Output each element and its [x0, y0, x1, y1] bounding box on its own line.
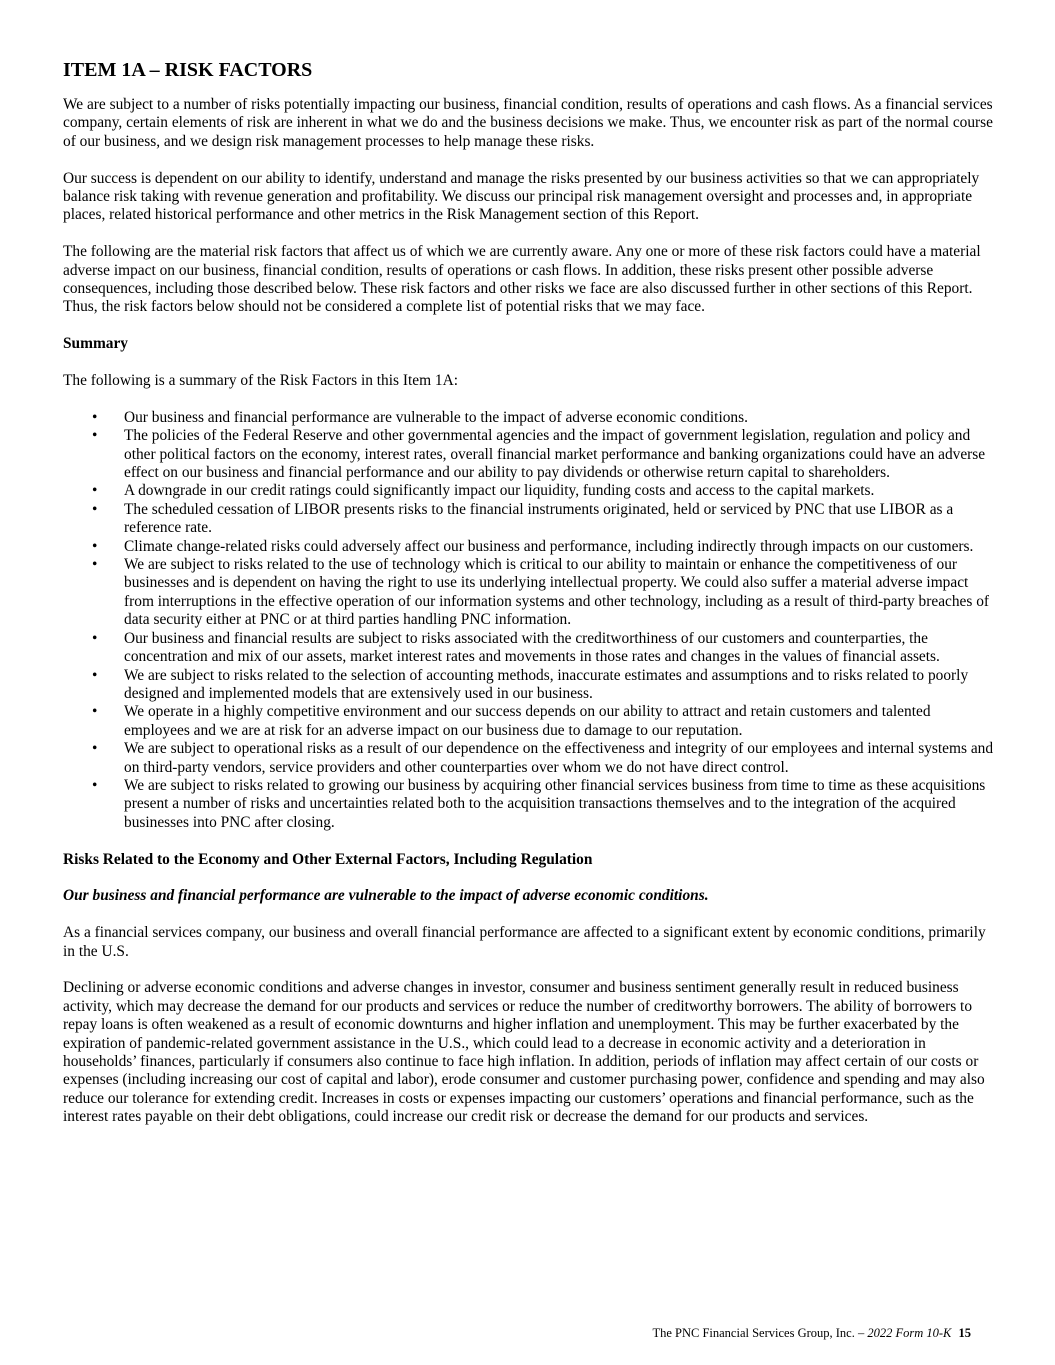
summary-lead: The following is a summary of the Risk Factors in this Item 1A: [63, 372, 458, 390]
bullet-marker: • [92, 482, 98, 500]
summary-bullet-item [63, 427, 995, 482]
intro-paragraph: We are subject to a number of risks potentially impacting our business, financial condition, results of operations and cash flows. As a financial services company, certain elements of risk are inherent in what we do and the business decisions we make. Thus, we encounter risk as part of the normal course of our business, and we design risk management processes to help manage these risks. [63, 96, 993, 150]
summary-bullet-item [63, 740, 995, 777]
bullet-marker: • [92, 666, 98, 684]
summary-heading: Summary [63, 335, 128, 353]
bullet-text: The scheduled cessation of LIBOR presents risks to the financial instruments originated, held or serviced by PNC that use LIBOR as a reference rate. [124, 500, 954, 537]
bullet-text: We are subject to risks related to the use of technology which is critical to our ability to maintain or enhance the competitiveness of our businesses and is dependent on having the right to use its underlying intellectual property. We could also suffer a material adverse impact from interruptions in the effective operation of our information systems and other technology, including as a result of third-party breaches of data security either at PNC or at third parties handling PNC information. [124, 556, 990, 629]
page-footer [652, 1325, 971, 1341]
bullet-marker: • [92, 500, 98, 518]
risk-factor-title: Our business and financial performance are vulnerable to the impact of adverse economic conditions. [63, 887, 709, 905]
page-heading: ITEM 1A – RISK FACTORS [63, 59, 313, 81]
bullet-text: Our business and financial results are subject to risks associated with the creditworthiness of our customers and counterparties, the concentration and mix of our assets, market interest rates and movements in those rates and changes in the values of financial assets. [124, 629, 940, 666]
bullet-marker: • [92, 556, 98, 574]
summary-bullet-item [63, 501, 995, 538]
summary-bullet-item [63, 482, 995, 500]
summary-bullet-item [63, 703, 995, 740]
bullet-marker: • [92, 629, 98, 647]
page-number: 15 [958, 1326, 971, 1340]
bullet-text: We operate in a highly competitive environment and our success depends on our ability to attract and retain customers and talented employees and we are at risk for an adverse impact on our business due to damage to our reputation. [124, 703, 931, 739]
document-page [63, 58, 995, 1145]
bullet-marker: • [92, 776, 98, 794]
summary-bullet-item [63, 630, 995, 667]
intro-paragraph: The following are the material risk factors that affect us of which we are currently aware. Any one or more of these risk factors could have a material adverse impact on our business, financial condition, results of operations or cash flows. In addition, these risks present other possible adverse consequences, including those described below. These risk factors and other risks we face are also discussed further in other sections of this Report. Thus, the risk factors below should not be considered a complete list of potential risks that we may face. [63, 243, 981, 316]
bullet-text: Climate change-related risks could adversely affect our business and performance, including indirectly through impacts on our customers. [124, 537, 974, 555]
summary-bullet-item [63, 556, 995, 630]
footer-company: The PNC Financial Services Group, Inc. – [652, 1326, 865, 1340]
bullet-text: Our business and financial performance are vulnerable to the impact of adverse economic conditions. [124, 408, 748, 426]
bullet-text: The policies of the Federal Reserve and other governmental agencies and the impact of government legislation, regulation and policy and other political factors on the economy, interest rates, overall financial market performance and banking organizations could have an adverse effect on our business and financial performance and our ability to pay dividends or otherwise return capital to shareholders. [124, 427, 986, 482]
bullet-marker: • [92, 408, 98, 426]
bullet-text: We are subject to risks related to the selection of accounting methods, inaccurate estimates and assumptions and to risks related to poorly designed and implemented models that are extensively used in our business. [124, 666, 969, 702]
summary-bullet-item [63, 409, 995, 427]
bullet-marker: • [92, 537, 98, 555]
bullet-marker: • [92, 703, 98, 721]
section-paragraph: As a financial services company, our business and overall financial performance are affected to a significant extent by economic conditions, primarily in the U.S. [63, 924, 986, 960]
bullet-marker: • [92, 740, 98, 758]
summary-bullet-item [63, 777, 995, 832]
intro-paragraph: Our success is dependent on our ability to identify, understand and manage the risks presented by our business activities so that we can appropriately balance risk taking with revenue generation and profitability. We discuss our principal risk management oversight and processes and, in appropriate places, related historical performance and other metrics in the Risk Management section of this Report. [63, 169, 980, 224]
bullet-text: A downgrade in our credit ratings could significantly impact our liquidity, funding costs and access to the capital markets. [124, 482, 875, 500]
summary-bullet-item [63, 538, 995, 556]
bullet-text: We are subject to operational risks as a result of our dependence on the effectiveness and integrity of our employees and internal systems and on third-party vendors, service providers and other counterparties over whom we do not have direct control. [124, 740, 994, 776]
bullet-text: We are subject to risks related to growing our business by acquiring other financial services business from time to time as these acquisitions present a number of risks and uncertainties related both to the acquisition transactions themselves and to the integration of the acquired businesses into PNC after closing. [124, 776, 986, 831]
summary-bullet-list [63, 409, 995, 832]
section-paragraph: Declining or adverse economic conditions and adverse changes in investor, consumer and business sentiment generally result in reduced business activity, which may decrease the demand for our products and services or reduce the number of creditworthy borrowers. The ability of borrowers to repay loans is often weakened as a result of economic downturns and higher inflation and unemployment. This may be further exacerbated by the expiration of pandemic-related government assistance in the U.S., which could lead to a decrease in economic activity and a deterioration in households’ finances, particularly if consumers also continue to face high inflation. In addition, periods of inflation may affect certain of our costs or expenses (including increasing our cost of capital and labor), erode consumer and customer purchasing power, confidence and spending and may also reduce our tolerance for extending credit. Increases in costs or expenses impacting our customers’ operations and financial performance, such as the interest rates payable on their debt obligations, could increase our credit risk or decrease the demand for our products and services. [63, 979, 985, 1126]
footer-form: 2022 Form 10-K [867, 1326, 952, 1340]
summary-bullet-item [63, 667, 995, 704]
bullet-marker: • [92, 427, 98, 445]
section-heading: Risks Related to the Economy and Other External Factors, Including Regulation [63, 850, 593, 868]
